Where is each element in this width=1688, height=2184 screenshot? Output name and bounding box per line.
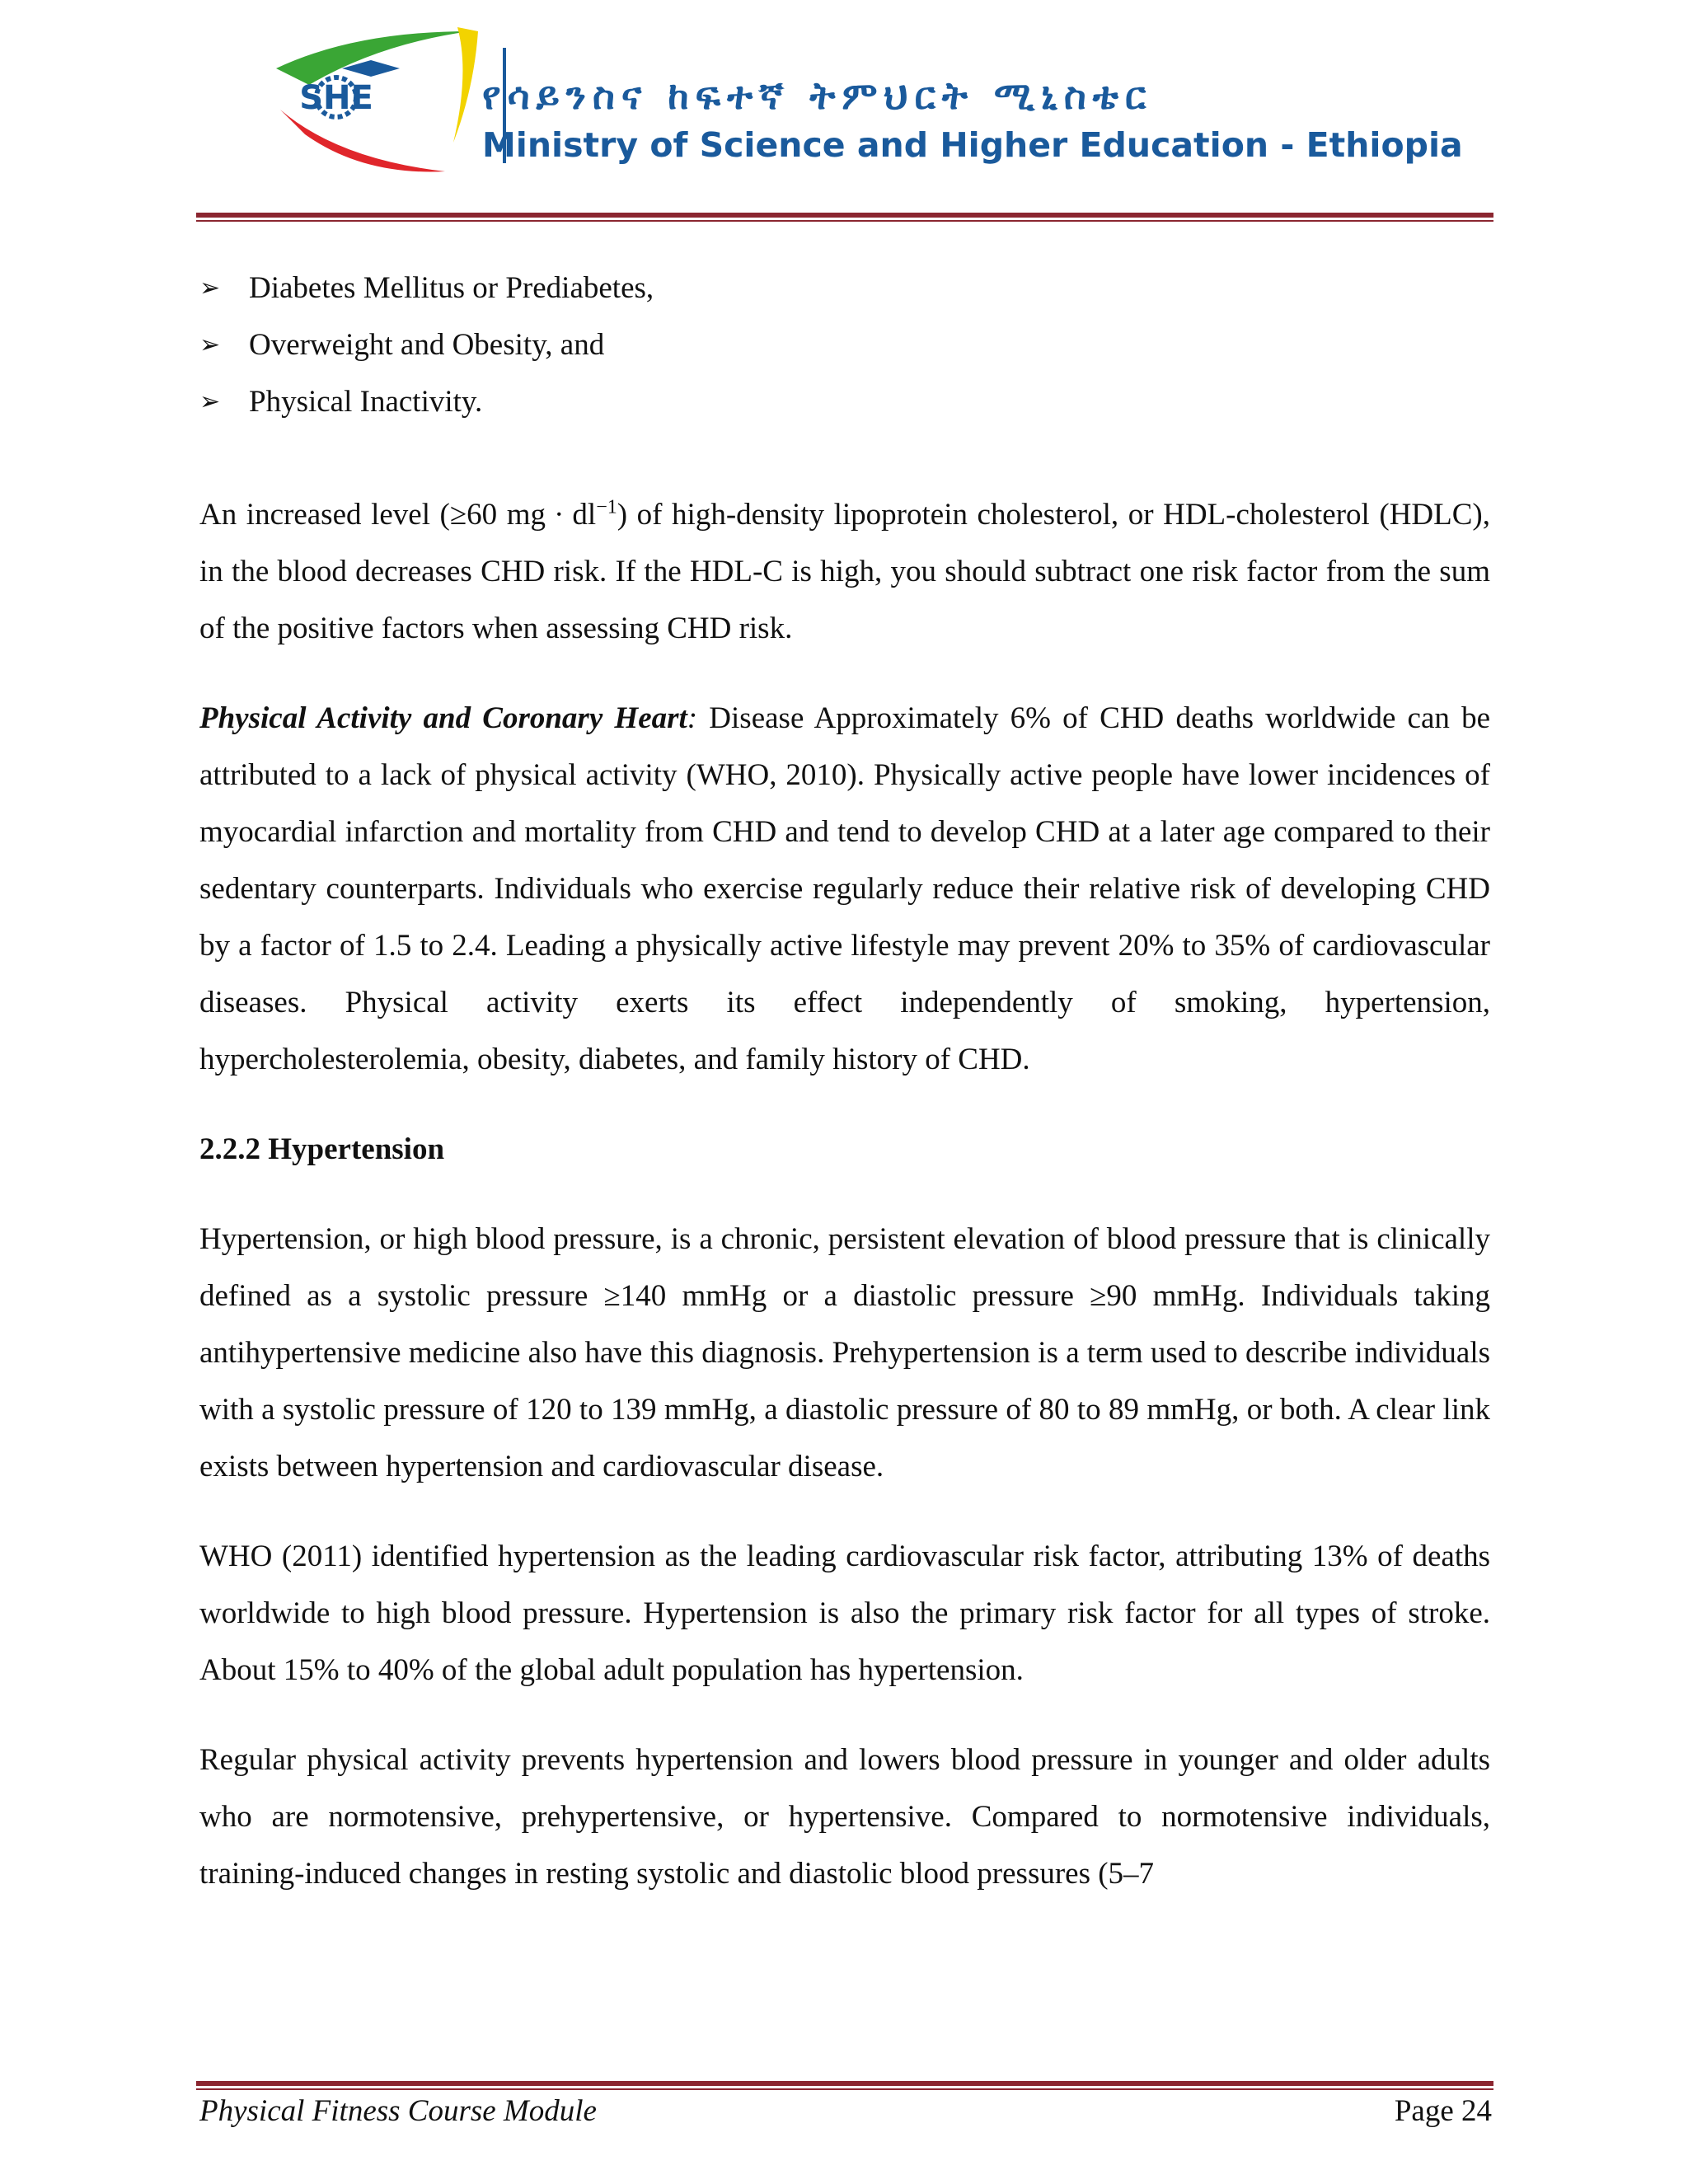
ministry-name bbox=[482, 71, 1463, 166]
page-header bbox=[198, 23, 1500, 180]
footer-divider bbox=[196, 2081, 1493, 2090]
paragraph-hypertension-definition: Hypertension, or high blood pressure, is a chronic, persistent elevation of blood pressure that is clinically defined as a systolic pressure ≥140 mmHg or a diastolic pressure ≥90 mmHg. Individuals taking antihypertensive medicine also have this diagnosis. Prehypertension is a term used to describe individuals with a systolic pressure of 120 to 139 mmHg, a diastolic pressure of 80 to 89 mmHg, or both. A clear link exists between hypertension and cardiovascular disease. bbox=[199, 1222, 1490, 1483]
ministry-name-english: Ministry of Science and Higher Education - Ethiopia bbox=[482, 125, 1463, 165]
logo-text: SHE bbox=[299, 79, 373, 117]
arrow-bullet-icon: ➢ bbox=[199, 330, 221, 359]
superscript: −1 bbox=[596, 496, 617, 518]
list-item bbox=[199, 325, 1490, 382]
arrow-bullet-icon: ➢ bbox=[199, 274, 221, 302]
risk-factor-list bbox=[199, 268, 1490, 438]
page-content bbox=[199, 268, 1490, 1902]
paragraph-physical-activity-bp: Regular physical activity prevents hypertension and lowers blood pressure in younger and older adults who are normotensive, prehypertensive, or hypertensive. Compared to normotensive individuals, training-induced changes in resting systolic and diastolic blood pressures (5–7 bbox=[199, 1743, 1490, 1891]
paragraph-lead-in: Physical Activity and Coronary Heart bbox=[199, 701, 687, 735]
list-item-text: Diabetes Mellitus or Prediabetes, bbox=[249, 271, 654, 305]
page-number: Page 24 bbox=[1394, 2094, 1492, 2128]
header-divider bbox=[196, 213, 1493, 222]
ministry-name-amharic: የሳይንስና ከፍተኛ ትምህርት ሚኒስቴር bbox=[482, 73, 1153, 118]
footer-title: Physical Fitness Course Module bbox=[199, 2094, 597, 2128]
arrow-bullet-icon: ➢ bbox=[199, 387, 221, 416]
list-item-text: Overweight and Obesity, and bbox=[249, 328, 605, 362]
paragraph-who-hypertension: WHO (2011) identified hypertension as the leading cardiovascular risk factor, attributing 13% of deaths worldwide to high blood pressure. Hypertension is also the primary risk factor for all types of stroke. About 15% to 40% of the global adult population has hypertension. bbox=[199, 1540, 1490, 1687]
list-item bbox=[199, 268, 1490, 325]
list-item bbox=[199, 382, 1490, 438]
section-heading: 2.2.2 Hypertension bbox=[199, 1132, 445, 1166]
paragraph-physical-activity: Physical Activity and Coronary Heart: Disease Approximately 6% of CHD deaths worldwide can be attributed to a lack of physical activity (WHO, 2010). Physically active people have lower incidences of myocardial infarction and mortality from CHD and tend to develop CHD at a later age compared to their sedentary counterparts. Individuals who exercise regularly reduce their relative risk of developing CHD by a factor of 1.5 to 2.4. Leading a physically active lifestyle may prevent 20% to 35% of cardiovascular diseases. Physical activity exerts its effect independently of smoking, hypertension, hypercholesterolemia, obesity, diabetes, and family history of CHD. bbox=[199, 701, 1490, 1076]
paragraph-hdl: An increased level (≥60 mg ∙ $dl^{-1}$) of high-density lipoprotein cholesterol, or HDL-cholesterol (HDLC), in the blood decreases CHD risk. If the HDL-C is high, you should subtract one risk factor from the sum of the positive factors when assessing CHD risk. bbox=[199, 496, 1490, 645]
list-item-text: Physical Inactivity. bbox=[249, 385, 483, 419]
